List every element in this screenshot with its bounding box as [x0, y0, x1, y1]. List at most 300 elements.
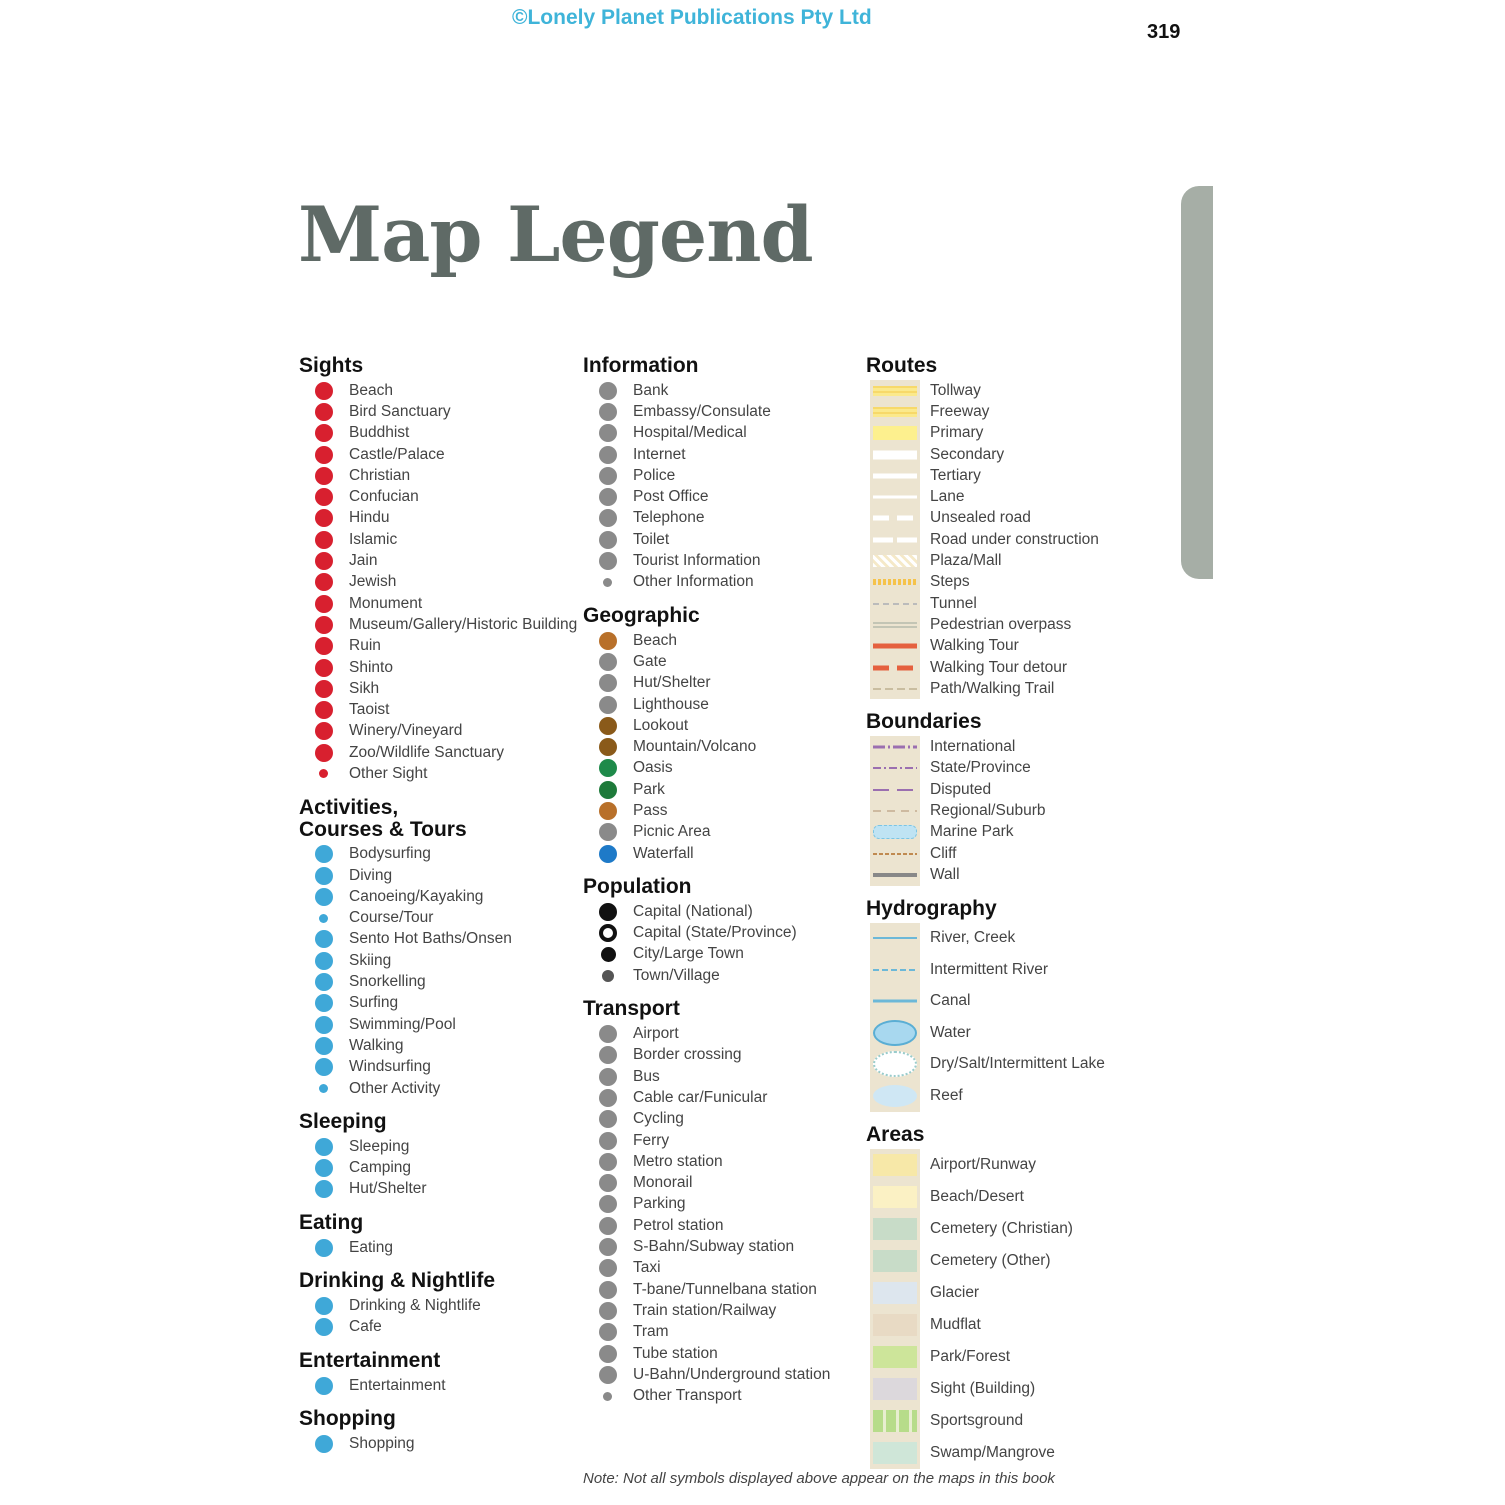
swatch-line [873, 969, 917, 971]
windsurfing-icon [315, 1058, 333, 1076]
mountain-volcano-icon [599, 738, 617, 756]
legend-item-label: Islamic [349, 530, 398, 548]
legend-item [299, 593, 574, 614]
secondary-swatch [870, 444, 920, 465]
capital-state-province-icon [599, 924, 617, 942]
legend-item [866, 1213, 1141, 1245]
swatch-line [873, 789, 917, 791]
legend-item-label: Diving [349, 866, 393, 884]
legend-item [866, 736, 1141, 757]
diving-icon [315, 867, 333, 885]
marine-park-swatch [870, 822, 920, 843]
entertainment-icon [315, 1377, 333, 1395]
legend-item-label: Sportsground [930, 1411, 1024, 1429]
legend-item [866, 1245, 1141, 1277]
beach-icon [315, 382, 333, 400]
legend-item [583, 465, 858, 486]
hospital-medical-icon [599, 424, 617, 442]
legend-item [299, 1014, 574, 1035]
legend-item-label: Path/Walking Trail [930, 679, 1055, 697]
legend-item [583, 508, 858, 529]
legend-item-label: Skiing [349, 951, 392, 969]
train-station-railway-icon [599, 1302, 617, 1320]
swatch-line [873, 810, 917, 811]
legend-item [866, 550, 1141, 571]
legend-item [583, 529, 858, 550]
section-information [583, 355, 858, 593]
legend-item-label: Hut/Shelter [349, 1180, 427, 1198]
legend-item-label: Castle/Palace [349, 445, 445, 463]
shopping-icon [315, 1435, 333, 1453]
pedestrian-overpass-swatch [870, 614, 920, 635]
internet-icon [599, 446, 617, 464]
section-heading: Routes [866, 354, 938, 377]
international-swatch [870, 736, 920, 757]
legend-item-label: Surfing [349, 994, 399, 1012]
legend-item-label: Police [633, 466, 676, 484]
swatch-line [873, 622, 917, 627]
unsealed-road-swatch [870, 508, 920, 529]
legend-item-label: Ferry [633, 1131, 670, 1149]
legend-item-label: City/Large Town [633, 945, 744, 963]
zoo-wildlife-sanctuary-icon [315, 744, 333, 762]
primary-swatch [870, 423, 920, 444]
swatch-line [873, 1020, 917, 1046]
eating-icon [315, 1239, 333, 1257]
legend-item [299, 1433, 574, 1454]
glacier-swatch [870, 1277, 920, 1309]
museum-gallery-historic-building-icon [315, 616, 333, 634]
cemetery-other-swatch [870, 1245, 920, 1277]
legend-item [583, 822, 858, 843]
other-information-icon [603, 578, 612, 587]
telephone-icon [599, 509, 617, 527]
legend-item [299, 908, 574, 929]
legend-item [299, 763, 574, 784]
walking-tour-swatch [870, 636, 920, 657]
legend-item [866, 923, 1141, 955]
legend-item [866, 508, 1141, 529]
section-heading: Activities, [299, 795, 399, 819]
legend-item [299, 465, 574, 486]
legend-item-label: Wall [930, 865, 960, 883]
legend-item-label: Beach [633, 631, 677, 649]
legend-item [583, 550, 858, 571]
legend-item [299, 844, 574, 865]
legend-item-label: Tertiary [930, 466, 981, 484]
legend-item-label: Taxi [633, 1259, 661, 1277]
copyright-notice: ©Lonely Planet Publications Pty Ltd [512, 6, 872, 29]
legend-item [299, 699, 574, 720]
legend-item-label: Gate [633, 652, 667, 670]
hut-shelter-icon [599, 674, 617, 692]
sento-hot-baths-onsen-icon [315, 930, 333, 948]
legend-item-label: Water [930, 1023, 971, 1041]
tertiary-swatch [870, 465, 920, 486]
embassy-consulate-icon [599, 403, 617, 421]
legend-item [583, 1236, 858, 1257]
legend-item-label: Lookout [633, 716, 689, 734]
section-heading: Transport [583, 997, 680, 1021]
section-areas [866, 1124, 1141, 1469]
legend-item [583, 843, 858, 864]
legend-item-label: Parking [633, 1195, 686, 1213]
legend-column-1 [299, 354, 578, 1467]
legend-item-label: Road under construction [930, 530, 1099, 548]
legend-item-label: Internet [633, 445, 686, 463]
legend-item-label: Intermittent River [930, 960, 1049, 978]
legend-item-label: Monorail [633, 1174, 693, 1192]
legend-item [299, 971, 574, 992]
swatch-line [873, 496, 917, 499]
legend-item [299, 636, 574, 657]
legend-item-label: Marine Park [930, 823, 1014, 841]
legend-item [299, 1035, 574, 1056]
swatch-line [873, 1085, 917, 1107]
skiing-icon [315, 952, 333, 970]
legend-item-label: Winery/Vineyard [349, 722, 463, 740]
city-large-town-icon [601, 947, 616, 962]
legend-item-label: Primary [930, 424, 984, 442]
chapter-tab [1181, 186, 1213, 579]
legend-item [299, 486, 574, 507]
legend-item-label: Pass [633, 801, 668, 819]
beach-icon [599, 632, 617, 650]
legend-item [299, 1057, 574, 1078]
plaza-mall-swatch [870, 550, 920, 571]
legend-item [583, 673, 858, 694]
legend-column-3 [866, 355, 1141, 1481]
legend-item [583, 1300, 858, 1321]
section-sights [299, 354, 578, 785]
legend-item-label: Hut/Shelter [633, 674, 711, 692]
section-population [583, 876, 858, 986]
river-creek-swatch [870, 923, 920, 955]
dry-salt-intermittent-lake-swatch [870, 1049, 920, 1081]
legend-item [866, 1437, 1141, 1469]
legend-item [299, 572, 574, 593]
swatch-line [873, 644, 917, 649]
legend-item [299, 742, 574, 763]
legend-item-label: Train station/Railway [633, 1301, 777, 1319]
swatch-line [873, 516, 917, 521]
legend-item [583, 1023, 858, 1044]
legend-item [866, 636, 1141, 657]
legend-item-label: Dry/Salt/Intermittent Lake [930, 1055, 1105, 1073]
legend-item-label: Shopping [349, 1434, 415, 1452]
legend-column-2 [583, 355, 858, 1419]
town-village-icon [602, 970, 614, 982]
legend-item [583, 715, 858, 736]
swatch-line [873, 1000, 917, 1003]
swatch-line [873, 853, 917, 855]
legend-item-label: Park [633, 780, 665, 798]
swamp-mangrove-swatch [870, 1437, 920, 1469]
tube-station-icon [599, 1345, 617, 1363]
legend-item [583, 1215, 858, 1236]
legend-item [866, 678, 1141, 699]
section-transport [583, 998, 858, 1406]
legend-item-label: Telephone [633, 509, 705, 527]
park-icon [599, 781, 617, 799]
legend-item [583, 1322, 858, 1343]
legend-item [866, 529, 1141, 550]
legend-item [866, 822, 1141, 843]
monument-icon [315, 595, 333, 613]
cliff-swatch [870, 843, 920, 864]
legend-item [866, 954, 1141, 986]
legend-item [299, 423, 574, 444]
freeway-swatch [870, 401, 920, 422]
swatch-line [873, 407, 917, 417]
swatch-line [873, 1154, 917, 1176]
legend-item-label: Border crossing [633, 1046, 742, 1064]
legend-item [299, 721, 574, 742]
legend-item [583, 1066, 858, 1087]
section-heading: Shopping [299, 1407, 396, 1431]
police-icon [599, 467, 617, 485]
legend-item [866, 1049, 1141, 1081]
legend-item-label: Tourist Information [633, 552, 761, 570]
legend-item-label: Cafe [349, 1318, 382, 1336]
legend-item [583, 1173, 858, 1194]
taoist-icon [315, 701, 333, 719]
legend-item-label: Plaza/Mall [930, 552, 1002, 570]
legend-item-label: Unsealed road [930, 509, 1031, 527]
beach-desert-swatch [870, 1181, 920, 1213]
u-bahn-underground-station-icon [599, 1366, 617, 1384]
taxi-icon [599, 1259, 617, 1277]
lane-swatch [870, 486, 920, 507]
legend-item-label: Canal [930, 992, 971, 1010]
drinking-nightlife-icon [315, 1297, 333, 1315]
legend-item-label: Drinking & Nightlife [349, 1297, 481, 1315]
section-heading: Hydrography [866, 896, 997, 920]
legend-item-label: Canoeing/Kayaking [349, 887, 484, 905]
wall-swatch [870, 864, 920, 885]
swatch-line [873, 1346, 917, 1368]
surfing-icon [315, 994, 333, 1012]
legend-item [583, 486, 858, 507]
legend-item-label: Beach [349, 381, 393, 399]
legend-item [299, 508, 574, 529]
legend-item-label: Other Sight [349, 764, 428, 782]
legend-item [583, 380, 858, 401]
legend-item [583, 736, 858, 757]
legend-item-label: Museum/Gallery/Historic Building [349, 615, 578, 633]
legend-item [583, 1130, 858, 1151]
section-heading: Eating [299, 1211, 364, 1235]
swatch-line [873, 473, 917, 478]
legend-item [866, 1277, 1141, 1309]
legend-item [866, 779, 1141, 800]
jewish-icon [315, 573, 333, 591]
canal-swatch [870, 986, 920, 1018]
toilet-icon [599, 531, 617, 549]
legend-item [583, 923, 858, 944]
legend-item-label: Monument [349, 594, 423, 612]
legend-item-label: T-bane/Tunnelbana station [633, 1280, 817, 1298]
legend-item-label: Other Activity [349, 1079, 441, 1097]
swatch-line [873, 767, 917, 769]
legend-item-label: Eating [349, 1238, 393, 1256]
legend-item [583, 630, 858, 651]
legend-item [299, 950, 574, 971]
airport-runway-swatch [870, 1149, 920, 1181]
shinto-icon [315, 659, 333, 677]
swatch-line [873, 1051, 917, 1077]
swatch-line [873, 1250, 917, 1272]
disputed-swatch [870, 779, 920, 800]
airport-icon [599, 1025, 617, 1043]
swatch-line [873, 1314, 917, 1336]
legend-item-label: Tube station [633, 1344, 718, 1362]
legend-item [299, 529, 574, 550]
legend-item-label: Walking Tour detour [930, 658, 1067, 676]
legend-item [583, 944, 858, 965]
legend-item [583, 1364, 858, 1385]
legend-item-label: Confucian [349, 488, 419, 506]
bodysurfing-icon [315, 845, 333, 863]
legend-item [583, 779, 858, 800]
legend-item-label: Other Information [633, 573, 754, 591]
legend-item-label: Hospital/Medical [633, 424, 747, 442]
swatch-line [873, 1282, 917, 1304]
tram-icon [599, 1323, 617, 1341]
s-bahn-subway-station-icon [599, 1238, 617, 1256]
legend-item [866, 843, 1141, 864]
legend-item-label: Cemetery (Other) [930, 1251, 1051, 1269]
regional-suburb-swatch [870, 800, 920, 821]
legend-item [583, 1194, 858, 1215]
legend-item-label: Shinto [349, 658, 393, 676]
bird-sanctuary-icon [315, 403, 333, 421]
legend-item-label: Hindu [349, 509, 390, 527]
legend-item-label: Swimming/Pool [349, 1015, 456, 1033]
legend-item [866, 572, 1141, 593]
path-walking-trail-swatch [870, 678, 920, 699]
legend-item-label: River, Creek [930, 929, 1016, 947]
legend-item-label: Ruin [349, 637, 381, 655]
legend-item-label: Christian [349, 466, 411, 484]
section-entertainment [299, 1350, 574, 1396]
legend-item-label: Sikh [349, 679, 380, 697]
pass-icon [599, 802, 617, 820]
swatch-line [873, 1218, 917, 1240]
walking-tour-detour-swatch [870, 657, 920, 678]
legend-item [866, 1309, 1141, 1341]
legend-item-label: Jain [349, 552, 378, 570]
legend-item-label: Entertainment [349, 1376, 446, 1394]
mudflat-swatch [870, 1309, 920, 1341]
waterfall-icon [599, 845, 617, 863]
legend-item [299, 1375, 574, 1396]
legend-item [866, 1373, 1141, 1405]
swatch-line [873, 688, 917, 690]
hindu-icon [315, 509, 333, 527]
legend-item [299, 444, 574, 465]
legend-item [866, 1341, 1141, 1373]
legend-item [299, 1078, 574, 1099]
legend-item-label: Mudflat [930, 1315, 981, 1333]
legend-item [866, 401, 1141, 422]
legend-item [866, 444, 1141, 465]
other-transport-icon [603, 1392, 612, 1401]
legend-item-label: Steps [930, 573, 970, 591]
lookout-icon [599, 717, 617, 735]
legend-item [583, 444, 858, 465]
sleeping-icon [315, 1138, 333, 1156]
islamic-icon [315, 531, 333, 549]
legend-item-label: Buddhist [349, 424, 410, 442]
steps-swatch [870, 572, 920, 593]
legend-item-label: Taoist [349, 701, 390, 719]
legend-item-label: Capital (National) [633, 902, 753, 920]
camping-icon [315, 1159, 333, 1177]
section-heading: Sleeping [299, 1110, 387, 1134]
capital-national-icon [599, 903, 617, 921]
road-under-construction-swatch [870, 529, 920, 550]
legend-item-label: Sight (Building) [930, 1379, 1036, 1397]
legend-item [299, 1317, 574, 1338]
hut-shelter-icon [315, 1180, 333, 1198]
legend-item [299, 1237, 574, 1258]
legend-item [866, 1149, 1141, 1181]
legend-item [583, 901, 858, 922]
legend-item-label: State/Province [930, 759, 1031, 777]
legend-item [583, 1151, 858, 1172]
tollway-swatch [870, 380, 920, 401]
legend-item [583, 1279, 858, 1300]
legend-item [866, 380, 1141, 401]
buddhist-icon [315, 424, 333, 442]
page-number: 319 [1147, 21, 1181, 43]
legend-item [866, 864, 1141, 885]
section-activities-courses-tours [299, 797, 574, 1100]
legend-item-label: Sento Hot Baths/Onsen [349, 930, 512, 948]
legend-item [583, 1258, 858, 1279]
legend-item [583, 800, 858, 821]
reef-swatch [870, 1080, 920, 1112]
picnic-area-icon [599, 823, 617, 841]
post-office-icon [599, 488, 617, 506]
legend-item-label: Walking Tour [930, 637, 1019, 655]
legend-item-label: U-Bahn/Underground station [633, 1365, 831, 1383]
swatch-line [873, 603, 917, 605]
legend-item-label: Bank [633, 381, 669, 399]
legend-item-label: Oasis [633, 759, 673, 777]
legend-item [299, 1179, 574, 1200]
legend-item [866, 657, 1141, 678]
legend-item [299, 865, 574, 886]
legend-item-label: Mountain/Volcano [633, 738, 757, 756]
section-heading: Entertainment [299, 1348, 441, 1372]
intermittent-river-swatch [870, 954, 920, 986]
section-boundaries [866, 711, 1141, 885]
legend-item-label: Embassy/Consulate [633, 402, 771, 420]
snorkelling-icon [315, 973, 333, 991]
legend-item-label: Freeway [930, 402, 990, 420]
legend-item [866, 758, 1141, 779]
legend-item [583, 1045, 858, 1066]
section-heading: Drinking & Nightlife [299, 1269, 495, 1293]
cemetery-christian-swatch [870, 1213, 920, 1245]
other-activity-icon [319, 1084, 328, 1093]
legend-item-label: Post Office [633, 488, 709, 506]
legend-item-label: Picnic Area [633, 823, 711, 841]
legend-item-label: Bird Sanctuary [349, 402, 451, 420]
section-sleeping [299, 1111, 574, 1200]
